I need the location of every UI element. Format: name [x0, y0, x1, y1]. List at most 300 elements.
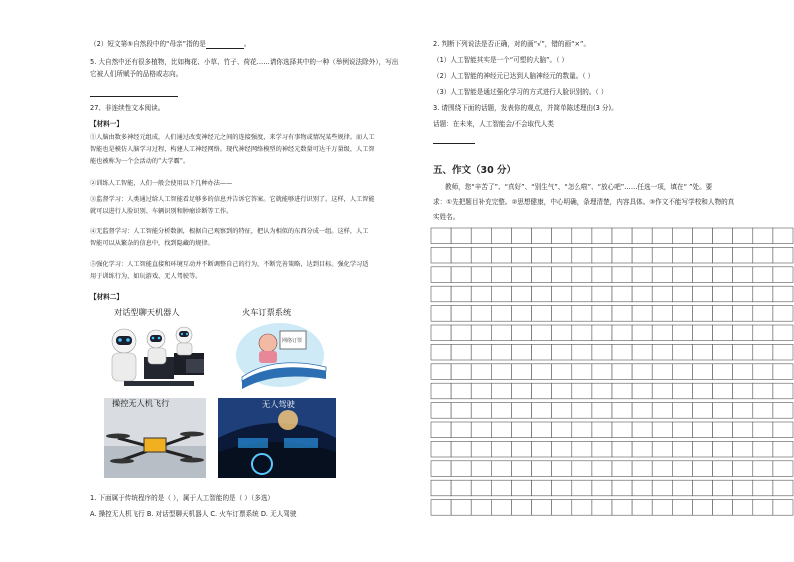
grid-cell[interactable] [431, 344, 451, 360]
grid-cell[interactable] [592, 247, 612, 263]
grid-cell[interactable] [491, 500, 511, 516]
grid-cell[interactable] [572, 325, 592, 341]
grid-cell[interactable] [632, 286, 652, 302]
grid-cell[interactable] [692, 267, 712, 283]
grid-cell[interactable] [773, 267, 793, 283]
grid-cell[interactable] [532, 461, 552, 477]
grid-cell[interactable] [552, 441, 572, 457]
grid-cell[interactable] [773, 422, 793, 438]
grid-cell[interactable] [652, 500, 672, 516]
grid-cell[interactable] [753, 500, 773, 516]
grid-cell[interactable] [491, 383, 511, 399]
grid-cell[interactable] [592, 461, 612, 477]
grid-cell[interactable] [491, 403, 511, 419]
grid-cell[interactable] [532, 228, 552, 244]
grid-cell[interactable] [572, 344, 592, 360]
grid-cell[interactable] [491, 441, 511, 457]
grid-cell[interactable] [552, 247, 572, 263]
grid-cell[interactable] [431, 500, 451, 516]
grid-cell[interactable] [612, 286, 632, 302]
grid-cell[interactable] [773, 247, 793, 263]
grid-cell[interactable] [511, 403, 531, 419]
grid-cell[interactable] [511, 228, 531, 244]
grid-cell[interactable] [451, 422, 471, 438]
grid-cell[interactable] [592, 500, 612, 516]
paragraph-3: ③监督学习：人类通过给人工智能看足够多的信息并告诉它答案。它就能够进行识别了。这样，人工智能 [90, 196, 375, 203]
grid-cell[interactable] [612, 422, 632, 438]
grid-cell[interactable] [733, 403, 753, 419]
grid-cell[interactable] [713, 364, 733, 380]
grid-cell[interactable] [753, 286, 773, 302]
robot-illustration [104, 319, 206, 393]
grid-cell[interactable] [471, 441, 491, 457]
grid-cell[interactable] [652, 403, 672, 419]
grid-cell[interactable] [431, 267, 451, 283]
grid-cell[interactable] [552, 500, 572, 516]
grid-cell[interactable] [511, 344, 531, 360]
essay-prompt-line1: 教师，您“辛苦了”、“真好”、“别生气”、“怎么啦”、“放心吧”……任选一项，填在“ ”处。要 [445, 183, 713, 191]
grid-cell[interactable] [713, 461, 733, 477]
grid-cell[interactable] [491, 422, 511, 438]
grid-cell[interactable] [451, 247, 471, 263]
grid-cell[interactable] [491, 364, 511, 380]
grid-cell[interactable] [773, 500, 793, 516]
self-driving-image [218, 398, 336, 478]
grid-cell[interactable] [773, 325, 793, 341]
grid-cell[interactable] [753, 247, 773, 263]
grid-cell[interactable] [692, 403, 712, 419]
grid-cell[interactable] [773, 364, 793, 380]
grid-cell[interactable] [572, 461, 592, 477]
grid-cell[interactable] [491, 325, 511, 341]
grid-cell[interactable] [471, 267, 491, 283]
answer-blank [206, 41, 244, 49]
grid-cell[interactable] [532, 403, 552, 419]
grid-cell[interactable] [431, 441, 451, 457]
grid-cell[interactable] [491, 267, 511, 283]
grid-cell[interactable] [572, 480, 592, 496]
train-sign-text: 网络订票 [282, 338, 303, 344]
grid-cell[interactable] [572, 306, 592, 322]
grid-cell[interactable] [532, 422, 552, 438]
grid-cell[interactable] [552, 480, 572, 496]
grid-cell[interactable] [471, 325, 491, 341]
grid-cell[interactable] [672, 228, 692, 244]
grid-cell[interactable] [552, 344, 572, 360]
paragraph-3b: 就可以进行人脸识别、车辆识别和肿瘤诊断等工作。 [90, 208, 233, 215]
grid-cell[interactable] [572, 228, 592, 244]
grid-cell[interactable] [532, 325, 552, 341]
grid-cell[interactable] [511, 247, 531, 263]
grid-cell[interactable] [592, 364, 612, 380]
paragraph-4b: 智能可以从繁杂的信息中，找到隐藏的规律。 [90, 240, 214, 247]
grid-cell[interactable] [632, 228, 652, 244]
grid-cell[interactable] [612, 325, 632, 341]
grid-cell[interactable] [672, 480, 692, 496]
grid-cell[interactable] [753, 306, 773, 322]
grid-cell[interactable] [713, 286, 733, 302]
grid-cell[interactable] [672, 461, 692, 477]
grid-cell[interactable] [692, 383, 712, 399]
grid-cell[interactable] [612, 383, 632, 399]
grid-cell[interactable] [451, 364, 471, 380]
grid-cell[interactable] [491, 286, 511, 302]
grid-cell[interactable] [552, 286, 572, 302]
judge-item-1: （1）人工智能其实是一个“可塑的大脑”。（ ） [433, 56, 569, 64]
grid-cell[interactable] [632, 422, 652, 438]
grid-cell[interactable] [612, 306, 632, 322]
grid-cell[interactable] [451, 286, 471, 302]
grid-cell[interactable] [692, 500, 712, 516]
grid-cell[interactable] [733, 325, 753, 341]
grid-cell[interactable] [632, 461, 652, 477]
grid-cell[interactable] [532, 344, 552, 360]
grid-cell[interactable] [733, 267, 753, 283]
grid-cell[interactable] [733, 228, 753, 244]
grid-cell[interactable] [632, 364, 652, 380]
grid-cell[interactable] [733, 383, 753, 399]
grid-cell[interactable] [612, 344, 632, 360]
grid-cell[interactable] [451, 344, 471, 360]
grid-cell[interactable] [431, 325, 451, 341]
grid-cell[interactable] [471, 383, 491, 399]
judge-item-2: （2）人工智能的神经元已达到人脑神经元的数量。（ ） [433, 72, 595, 80]
grid-cell[interactable] [592, 306, 612, 322]
grid-cell[interactable] [672, 306, 692, 322]
grid-cell[interactable] [733, 306, 753, 322]
grid-cell[interactable] [491, 306, 511, 322]
grid-cell[interactable] [612, 403, 632, 419]
grid-cell[interactable] [491, 247, 511, 263]
grid-cell[interactable] [692, 344, 712, 360]
grid-cell[interactable] [652, 364, 672, 380]
grid-cell[interactable] [612, 228, 632, 244]
grid-cell[interactable] [612, 267, 632, 283]
grid-cell[interactable] [572, 383, 592, 399]
grid-cell[interactable] [632, 441, 652, 457]
train-illustration [234, 319, 330, 393]
grid-cell[interactable] [652, 422, 672, 438]
grid-cell[interactable] [612, 500, 632, 516]
composition-grid[interactable] [430, 227, 794, 519]
grid-cell[interactable] [592, 441, 612, 457]
grid-cell[interactable] [532, 441, 552, 457]
grid-cell[interactable] [672, 344, 692, 360]
grid-cell[interactable] [632, 267, 652, 283]
grid-cell[interactable] [552, 267, 572, 283]
grid-cell[interactable] [451, 403, 471, 419]
material-1-label: 【材料一】 [90, 120, 123, 128]
grid-cell[interactable] [592, 403, 612, 419]
grid-cell[interactable] [451, 441, 471, 457]
grid-cell[interactable] [713, 267, 733, 283]
chatbot-caption: 对话型聊天机器人 [114, 307, 180, 317]
grid-cell[interactable] [431, 306, 451, 322]
grid-cell[interactable] [572, 286, 592, 302]
grid-cell[interactable] [511, 267, 531, 283]
grid-cell[interactable] [511, 441, 531, 457]
grid-cell[interactable] [552, 383, 572, 399]
grid-cell[interactable] [592, 344, 612, 360]
grid-cell[interactable] [491, 461, 511, 477]
grid-cell[interactable] [431, 364, 451, 380]
grid-cell[interactable] [652, 344, 672, 360]
grid-cell[interactable] [753, 325, 773, 341]
grid-cell[interactable] [672, 500, 692, 516]
grid-cell[interactable] [431, 228, 451, 244]
grid-cell[interactable] [713, 325, 733, 341]
grid-cell[interactable] [451, 461, 471, 477]
grid-cell[interactable] [733, 286, 753, 302]
grid-cell[interactable] [451, 383, 471, 399]
grid-cell[interactable] [692, 228, 712, 244]
grid-cell[interactable] [532, 480, 552, 496]
chatbot-image [104, 307, 206, 393]
grid-cell[interactable] [713, 480, 733, 496]
grid-cell[interactable] [511, 422, 531, 438]
paragraph-4: ④无监督学习：人工智能分析数据，根据自己观察到的特征，把认为相似的东西分成一组。这样，人工 [90, 228, 369, 235]
grid-cell[interactable] [652, 383, 672, 399]
grid-cell[interactable] [532, 247, 552, 263]
grid-cell[interactable] [532, 500, 552, 516]
grid-cell[interactable] [733, 500, 753, 516]
grid-cell[interactable] [713, 383, 733, 399]
grid-cell[interactable] [471, 286, 491, 302]
grid-cell[interactable] [572, 441, 592, 457]
grid-cell[interactable] [652, 228, 672, 244]
grid-cell[interactable] [672, 403, 692, 419]
grid-cell[interactable] [692, 461, 712, 477]
grid-cell[interactable] [451, 500, 471, 516]
question-1: 1. 下面属于传统程序的是（ ），属于人工智能的是（ ）（多选） [90, 494, 275, 502]
grid-cell[interactable] [753, 383, 773, 399]
grid-cell[interactable] [532, 267, 552, 283]
grid-cell[interactable] [491, 344, 511, 360]
grid-cell[interactable] [431, 247, 451, 263]
grid-cell[interactable] [471, 403, 491, 419]
grid-cell[interactable] [612, 247, 632, 263]
grid-cell[interactable] [572, 422, 592, 438]
grid-cell[interactable] [652, 325, 672, 341]
grid-cell[interactable] [632, 306, 652, 322]
grid-cell[interactable] [733, 247, 753, 263]
grid-cell[interactable] [632, 344, 652, 360]
grid-cell[interactable] [713, 422, 733, 438]
grid-cell[interactable] [592, 286, 612, 302]
grid-cell[interactable] [692, 247, 712, 263]
grid-cell[interactable] [572, 267, 592, 283]
answer-line [90, 96, 178, 97]
grid-cell[interactable] [773, 344, 793, 360]
grid-cell[interactable] [471, 422, 491, 438]
grid-cell[interactable] [511, 325, 531, 341]
grid-cell[interactable] [612, 364, 632, 380]
grid-cell[interactable] [692, 422, 712, 438]
grid-cell[interactable] [471, 461, 491, 477]
grid-cell[interactable] [632, 403, 652, 419]
grid-cell[interactable] [532, 383, 552, 399]
grid-cell[interactable] [652, 247, 672, 263]
grid-cell[interactable] [672, 441, 692, 457]
grid-cell[interactable] [672, 286, 692, 302]
grid-cell[interactable] [431, 383, 451, 399]
grid-cell[interactable] [753, 228, 773, 244]
grid-cell[interactable] [612, 480, 632, 496]
grid-cell[interactable] [672, 422, 692, 438]
train-ticket-image [228, 307, 338, 393]
grid-cell[interactable] [753, 403, 773, 419]
grid-cell[interactable] [753, 422, 773, 438]
grid-cell[interactable] [511, 480, 531, 496]
grid-cell[interactable] [753, 461, 773, 477]
grid-cell[interactable] [592, 383, 612, 399]
grid-cell[interactable] [713, 500, 733, 516]
grid-cell[interactable] [773, 461, 793, 477]
grid-cell[interactable] [471, 500, 491, 516]
grid-cell[interactable] [431, 461, 451, 477]
grid-cell[interactable] [773, 480, 793, 496]
grid-cell[interactable] [552, 364, 572, 380]
grid-cell[interactable] [612, 461, 632, 477]
grid-cell[interactable] [753, 441, 773, 457]
grid-cell[interactable] [451, 306, 471, 322]
grid-cell[interactable] [773, 441, 793, 457]
grid-cell[interactable] [532, 364, 552, 380]
grid-cell[interactable] [753, 480, 773, 496]
grid-cell[interactable] [692, 286, 712, 302]
grid-cell[interactable] [451, 228, 471, 244]
grid-cell[interactable] [552, 325, 572, 341]
section-5-title: 五、作文（30 分） [433, 165, 517, 176]
grid-cell[interactable] [753, 364, 773, 380]
grid-cell[interactable] [511, 306, 531, 322]
grid-cell[interactable] [511, 364, 531, 380]
grid-cell[interactable] [572, 403, 592, 419]
grid-cell[interactable] [552, 306, 572, 322]
grid-cell[interactable] [511, 286, 531, 302]
grid-cell[interactable] [713, 441, 733, 457]
grid-cell[interactable] [532, 306, 552, 322]
drone-caption: 操控无人机飞行 [112, 398, 170, 408]
grid-cell[interactable] [652, 480, 672, 496]
grid-cell[interactable] [471, 247, 491, 263]
grid-cell[interactable] [672, 325, 692, 341]
grid-cell[interactable] [592, 228, 612, 244]
grid-cell[interactable] [592, 325, 612, 341]
grid-cell[interactable] [511, 383, 531, 399]
grid-cell[interactable] [753, 267, 773, 283]
grid-cell[interactable] [632, 480, 652, 496]
grid-cell[interactable] [632, 247, 652, 263]
grid-cell[interactable] [552, 403, 572, 419]
grid-cell[interactable] [713, 228, 733, 244]
grid-cell[interactable] [692, 325, 712, 341]
punctuation: 。 [243, 40, 251, 48]
paragraph-1b: 智能也是模仿人脑学习过程，构建人工神经网络。现代神经网络模型的神经元数量可达千万量级，人工智 [90, 146, 375, 153]
paragraph-1c: 能也被称为一个会活动的“大学霸”。 [90, 158, 190, 165]
grid-cell[interactable] [552, 422, 572, 438]
grid-cell[interactable] [471, 364, 491, 380]
grid-cell[interactable] [532, 286, 552, 302]
grid-cell[interactable] [552, 461, 572, 477]
grid-cell[interactable] [692, 480, 712, 496]
grid-cell[interactable] [713, 344, 733, 360]
grid-cell[interactable] [431, 286, 451, 302]
grid-cell[interactable] [572, 364, 592, 380]
grid-cell[interactable] [692, 441, 712, 457]
grid-cell[interactable] [652, 441, 672, 457]
grid-cell[interactable] [773, 286, 793, 302]
grid-cell[interactable] [753, 344, 773, 360]
grid-cell[interactable] [692, 306, 712, 322]
grid-cell[interactable] [572, 500, 592, 516]
grid-cell[interactable] [612, 441, 632, 457]
paragraph-5: ⑤强化学习：人工智能直接和环境互动并不断调整自己的行为，不断完善策略，达到目标。强化学习适 [90, 261, 369, 268]
grid-cell[interactable] [713, 403, 733, 419]
grid-cell[interactable] [672, 247, 692, 263]
grid-cell[interactable] [451, 480, 471, 496]
grid-cell[interactable] [713, 306, 733, 322]
drone-illustration [104, 398, 206, 478]
grid-cell[interactable] [733, 364, 753, 380]
grid-cell[interactable] [672, 383, 692, 399]
grid-cell[interactable] [652, 461, 672, 477]
grid-cell[interactable] [592, 267, 612, 283]
grid-cell[interactable] [491, 480, 511, 496]
grid-cell[interactable] [552, 228, 572, 244]
grid-cell[interactable] [632, 500, 652, 516]
grid-cell[interactable] [632, 325, 652, 341]
grid-cell[interactable] [592, 480, 612, 496]
paragraph-2: ②训练人工智能，人们一般会使用以下几种办法—— [90, 180, 233, 187]
question-text: （2）短文第⑤自然段中的“母亲”指的是 [90, 40, 206, 48]
grid-cell[interactable] [773, 228, 793, 244]
grid-cell[interactable] [692, 364, 712, 380]
grid-cell[interactable] [511, 500, 531, 516]
grid-cell[interactable] [491, 228, 511, 244]
question-2-judge: 2. 判断下列说法是否正确，对的画“√”，错的画“×”。 [433, 40, 591, 48]
grid-cell[interactable] [431, 422, 451, 438]
grid-cell[interactable] [451, 325, 471, 341]
grid-cell[interactable] [451, 267, 471, 283]
grid-cell[interactable] [672, 364, 692, 380]
grid-cell[interactable] [652, 267, 672, 283]
grid-cell[interactable] [773, 403, 793, 419]
grid-cell[interactable] [733, 461, 753, 477]
grid-cell[interactable] [431, 480, 451, 496]
grid-cell[interactable] [713, 247, 733, 263]
grid-cell[interactable] [632, 383, 652, 399]
grid-cell[interactable] [471, 344, 491, 360]
grid-cell[interactable] [652, 306, 672, 322]
grid-cell[interactable] [773, 306, 793, 322]
grid-cell[interactable] [672, 267, 692, 283]
grid-cell[interactable] [733, 441, 753, 457]
grid-cell[interactable] [572, 247, 592, 263]
grid-cell[interactable] [733, 480, 753, 496]
grid-cell[interactable] [471, 228, 491, 244]
grid-cell[interactable] [471, 480, 491, 496]
grid-cell[interactable] [471, 306, 491, 322]
grid-cell[interactable] [431, 403, 451, 419]
grid-cell[interactable] [511, 461, 531, 477]
grid-cell[interactable] [733, 422, 753, 438]
grid-cell[interactable] [733, 344, 753, 360]
grid-cell[interactable] [773, 383, 793, 399]
question-2-short [90, 40, 250, 49]
grid-cell[interactable] [652, 286, 672, 302]
grid-cell[interactable] [592, 422, 612, 438]
